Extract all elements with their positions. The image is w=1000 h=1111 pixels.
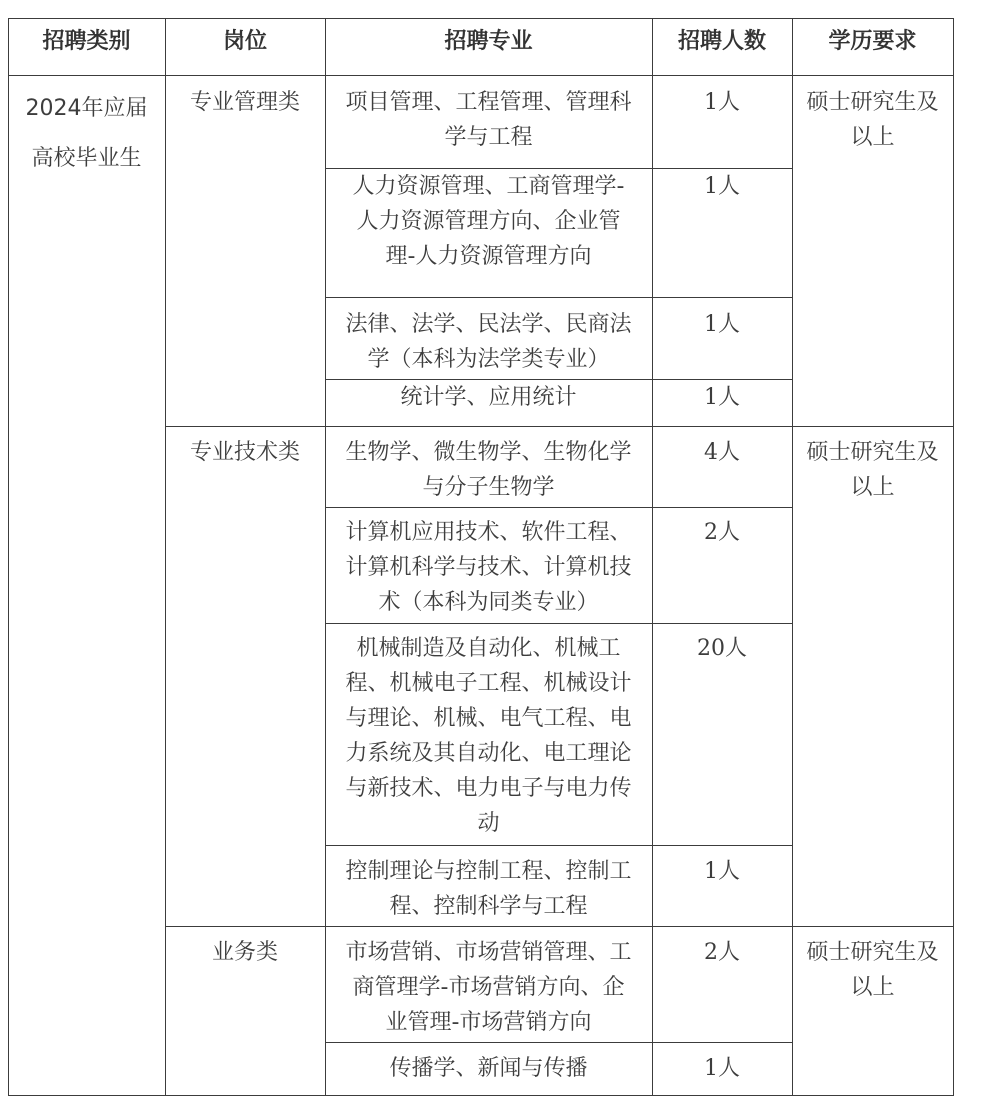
major-cell bbox=[325, 169, 652, 274]
major-line: 理-人力资源管理方向 bbox=[385, 244, 592, 269]
major-line: 机械制造及自动化、机械工 bbox=[356, 636, 621, 661]
row-divider bbox=[325, 507, 792, 508]
major-line: 学与工程 bbox=[444, 125, 533, 150]
header-count: 招聘人数 bbox=[677, 29, 766, 54]
table-border-right bbox=[953, 18, 954, 1096]
education-cell bbox=[792, 935, 953, 1005]
row-divider bbox=[325, 1042, 792, 1043]
education-line: 硕士研究生及 bbox=[806, 940, 939, 965]
major-cell bbox=[325, 85, 652, 155]
row-divider bbox=[325, 297, 792, 298]
position-cell: 专业管理类 bbox=[189, 90, 300, 115]
header-education: 学历要求 bbox=[828, 29, 917, 54]
major-line: 市场营销、市场营销管理、工 bbox=[345, 940, 632, 965]
major-line: 传播学、新闻与传播 bbox=[389, 1056, 588, 1081]
major-line: 与分子生物学 bbox=[422, 475, 555, 500]
major-line: 与理论、机械、电气工程、电 bbox=[345, 706, 632, 731]
education-cell bbox=[792, 85, 953, 155]
count-cell: 4人 bbox=[704, 440, 740, 465]
position-cell: 业务类 bbox=[211, 940, 278, 965]
count-cell: 1人 bbox=[704, 1056, 740, 1081]
major-cell bbox=[325, 631, 652, 841]
header-divider bbox=[8, 75, 954, 76]
major-line: 法律、法学、民法学、民商法 bbox=[345, 312, 632, 337]
header-major: 招聘专业 bbox=[444, 29, 533, 54]
major-cell bbox=[325, 380, 652, 415]
row-divider bbox=[325, 845, 792, 846]
count-cell: 2人 bbox=[704, 940, 740, 965]
header-position: 岗位 bbox=[222, 29, 267, 54]
major-line: 生物学、微生物学、生物化学 bbox=[345, 440, 632, 465]
major-cell bbox=[325, 307, 652, 377]
group-divider bbox=[165, 926, 954, 927]
major-line: 人力资源管理、工商管理学- bbox=[352, 174, 625, 199]
major-cell bbox=[325, 935, 652, 1040]
major-line: 计算机科学与技术、计算机技 bbox=[345, 555, 632, 580]
major-cell bbox=[325, 854, 652, 924]
major-line: 控制理论与控制工程、控制工 bbox=[345, 859, 632, 884]
header-category: 招聘类别 bbox=[42, 29, 131, 54]
count-cell: 2人 bbox=[704, 520, 740, 545]
position-cell: 专业技术类 bbox=[189, 440, 300, 465]
category-line: 2024年应届 bbox=[25, 96, 148, 121]
major-line: 业管理-市场营销方向 bbox=[385, 1010, 592, 1035]
education-line: 以上 bbox=[850, 975, 895, 1000]
major-line: 程、控制科学与工程 bbox=[389, 894, 588, 919]
count-cell: 1人 bbox=[704, 859, 740, 884]
major-cell bbox=[325, 435, 652, 505]
count-cell: 1人 bbox=[704, 90, 740, 115]
major-line: 商管理学-市场营销方向、企 bbox=[352, 975, 625, 1000]
table-border-bottom bbox=[8, 1095, 954, 1096]
count-cell: 20人 bbox=[697, 636, 747, 661]
major-line: 项目管理、工程管理、管理科 bbox=[345, 90, 632, 115]
count-cell: 1人 bbox=[704, 385, 740, 410]
group-divider bbox=[165, 426, 954, 427]
education-line: 以上 bbox=[850, 475, 895, 500]
count-cell: 1人 bbox=[704, 174, 740, 199]
major-line: 统计学、应用统计 bbox=[400, 385, 577, 410]
count-cell: 1人 bbox=[704, 312, 740, 337]
category-cell bbox=[8, 84, 165, 184]
major-cell bbox=[325, 1051, 652, 1086]
education-cell bbox=[792, 435, 953, 505]
table-border-top bbox=[8, 18, 954, 19]
major-line: 力系统及其自动化、电工理论 bbox=[345, 741, 632, 766]
major-line: 人力资源管理方向、企业管 bbox=[356, 209, 621, 234]
major-line: 动 bbox=[477, 811, 500, 836]
education-line: 硕士研究生及 bbox=[806, 90, 939, 115]
row-divider bbox=[325, 623, 792, 624]
major-line: 术（本科为同类专业） bbox=[378, 590, 599, 615]
category-line: 高校毕业生 bbox=[31, 146, 142, 171]
major-line: 学（本科为法学类专业） bbox=[367, 347, 610, 372]
major-line: 程、机械电子工程、机械设计 bbox=[345, 671, 632, 696]
major-cell bbox=[325, 515, 652, 620]
education-line: 以上 bbox=[850, 125, 895, 150]
major-line: 与新技术、电力电子与电力传 bbox=[345, 776, 632, 801]
education-line: 硕士研究生及 bbox=[806, 440, 939, 465]
major-line: 计算机应用技术、软件工程、 bbox=[345, 520, 632, 545]
